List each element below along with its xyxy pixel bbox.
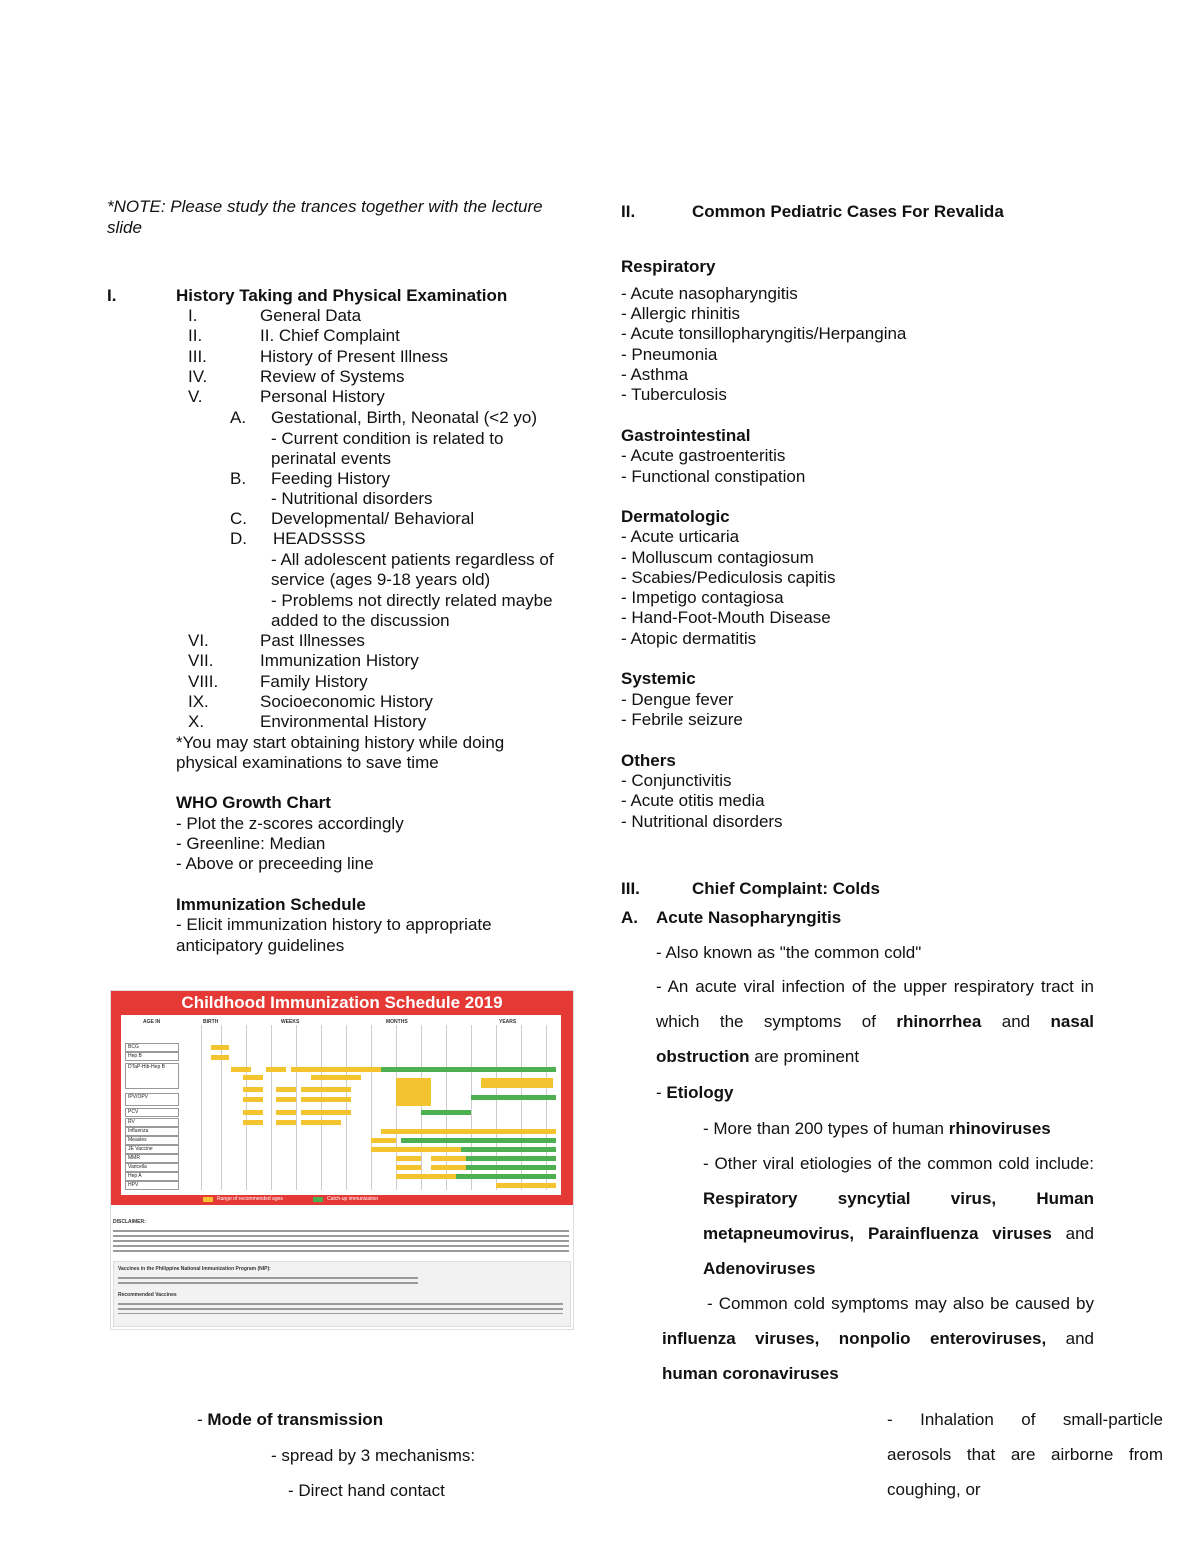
schedule-bar <box>211 1045 229 1050</box>
sub-label: Gestational, Birth, Neonatal (<2 yo) <box>271 408 537 427</box>
disclaimer-title: DISCLAIMER: <box>113 1219 146 1225</box>
subsection-a-letter: A. <box>621 908 638 927</box>
schedule-bar <box>231 1067 251 1072</box>
schedule-bar <box>371 1147 461 1152</box>
sub-label: Developmental/ Behavioral <box>271 509 475 528</box>
sub-detail: - All adolescent patients regardless of <box>271 550 554 569</box>
grid-line <box>296 1025 297 1190</box>
years-label: YEARS <box>499 1019 517 1025</box>
section-2-title: Common Pediatric Cases For Revalida <box>692 202 1004 221</box>
definition-paragraph <box>656 969 1094 1074</box>
schedule-bar <box>301 1087 351 1092</box>
legend-recommended: Range of recommended ages <box>217 1196 283 1202</box>
item-label: History of Present Illness <box>260 347 449 366</box>
case-item: - Impetigo contagiosa <box>621 588 784 607</box>
legend-swatch-catchup <box>313 1197 323 1202</box>
mode-dash: - <box>197 1410 208 1429</box>
who-item: - Greenline: Median <box>176 834 326 853</box>
section-3-title: Chief Complaint: Colds <box>692 879 880 898</box>
schedule-bar <box>371 1138 396 1143</box>
vaccine-label: PCV <box>125 1108 179 1117</box>
sub-label: Feeding History <box>271 469 391 488</box>
schedule-bar <box>243 1110 263 1115</box>
grid-line <box>321 1025 322 1190</box>
study-note: *NOTE: Please study the trances together with the lecture slide <box>107 197 543 237</box>
birth-label: BIRTH <box>203 1019 219 1025</box>
common-cold-causes-paragraph <box>662 1286 1094 1391</box>
vaccine-label: Hep A <box>125 1172 179 1181</box>
section-3-number: III. <box>621 879 640 898</box>
other-etiologies-paragraph <box>703 1146 1094 1286</box>
vaccine-label: MMR <box>125 1154 179 1163</box>
item-label: Past Illnesses <box>260 631 365 650</box>
item-number: II. <box>188 326 203 345</box>
sub-number: C. <box>230 509 247 528</box>
case-item: - Atopic dermatitis <box>621 629 757 648</box>
sub-detail: - Nutritional disorders <box>271 489 433 508</box>
case-item: - Acute urticaria <box>621 527 740 546</box>
grid-line <box>201 1025 202 1190</box>
item-label: Socioeconomic History <box>260 692 433 711</box>
schedule-bar <box>396 1156 421 1161</box>
case-item: - Dengue fever <box>621 690 734 709</box>
case-item: - Conjunctivitis <box>621 771 732 790</box>
nip-title: Vaccines in the Philippine National Immunization Program (NIP): <box>118 1266 271 1272</box>
grid-line <box>271 1025 272 1190</box>
section-2-number: II. <box>621 202 636 221</box>
schedule-bar <box>276 1097 296 1102</box>
item-number: IX. <box>188 692 209 711</box>
legend-catchup: Catch-up immunization <box>327 1196 379 1202</box>
item-number: I. <box>188 306 198 325</box>
item-number: IV. <box>188 367 208 386</box>
who-chart-heading: WHO Growth Chart <box>176 793 331 812</box>
schedule-bar <box>243 1087 263 1092</box>
grid-line <box>421 1025 422 1190</box>
case-item: - Molluscum contagiosum <box>621 548 814 567</box>
spread-line: - spread by 3 mechanisms: <box>271 1446 476 1465</box>
vaccine-label: Hep B <box>125 1052 179 1061</box>
case-item: - Hand-Foot-Mouth Disease <box>621 608 831 627</box>
schedule-bar <box>211 1055 229 1060</box>
schedule-bar <box>466 1165 556 1170</box>
sub-detail: added to the discussion <box>271 611 450 630</box>
schedule-bar <box>291 1067 381 1072</box>
sub-detail: perinatal events <box>271 449 392 468</box>
case-item: - Acute gastroenteritis <box>621 446 786 465</box>
mode-of-transmission-line <box>197 1410 383 1430</box>
item-number: V. <box>188 387 203 406</box>
schedule-bar <box>396 1078 431 1106</box>
grid-line <box>371 1025 372 1190</box>
item-number: VIII. <box>188 672 219 691</box>
schedule-bar <box>401 1138 556 1143</box>
item-label: General Data <box>260 306 362 325</box>
schedule-bar <box>496 1183 556 1188</box>
other-etiologies-and: and <box>1051 1224 1094 1243</box>
schedule-bar <box>301 1120 341 1125</box>
schedule-frame <box>111 1015 573 1205</box>
definition-text: - An acute viral infection of the upper respiratory tract in which the symptoms of <box>656 977 1094 1031</box>
vaccine-label: Varicella <box>125 1163 179 1172</box>
causes-terms: influenza viruses, nonpolio enteroviruses, <box>662 1329 1047 1348</box>
sub-number: A. <box>230 408 247 427</box>
schedule-bar <box>431 1156 466 1161</box>
sub-number: B. <box>230 469 247 488</box>
tip-line-2: physical examinations to save time <box>176 753 439 772</box>
group-heading: Respiratory <box>621 257 716 276</box>
grid-line <box>246 1025 247 1190</box>
other-etiologies-text: - Other viral etiologies of the common cold include: <box>703 1154 1094 1173</box>
schedule-bar <box>396 1174 456 1179</box>
adenoviruses-term: Adenoviruses <box>703 1259 816 1278</box>
rhinorrhea-term: rhinorrhea <box>896 1012 982 1031</box>
case-item: - Acute nasopharyngitis <box>621 284 798 303</box>
item-label: II. Chief Complaint <box>260 326 400 345</box>
item-label: Personal History <box>260 387 385 406</box>
item-label: Immunization History <box>260 651 419 670</box>
disclaimer-text-block <box>113 1227 569 1255</box>
immunization-line: anticipatory guidelines <box>176 936 345 955</box>
schedule-bar <box>276 1120 296 1125</box>
schedule-bar <box>461 1147 556 1152</box>
vaccine-label: HPV <box>125 1181 179 1190</box>
sub-detail: - Current condition is related to <box>271 429 504 448</box>
coronavirus-term: human coronaviruses <box>662 1364 839 1383</box>
item-label: Environmental History <box>260 712 427 731</box>
schedule-title: Childhood Immunization Schedule 2019 <box>111 991 573 1015</box>
item-label: Review of Systems <box>260 367 405 386</box>
etiology-heading: - Etiology <box>656 1083 734 1102</box>
case-item: - Acute otitis media <box>621 791 765 810</box>
vaccine-label: Measles <box>125 1136 179 1145</box>
schedule-bar <box>431 1165 466 1170</box>
vaccine-label: BCG <box>125 1043 179 1052</box>
inhalation-paragraph: - Inhalation of small-particle aerosols that are airborne from coughing, or <box>887 1410 1163 1499</box>
schedule-bar <box>466 1156 556 1161</box>
sub-number: D. <box>230 529 247 548</box>
item-number: III. <box>188 347 207 366</box>
schedule-bar <box>381 1067 556 1072</box>
schedule-bar <box>396 1165 421 1170</box>
vaccine-label: IPV/OPV <box>125 1093 179 1106</box>
immunization-line: - Elicit immunization history to appropriate <box>176 915 492 934</box>
schedule-bar <box>311 1075 361 1080</box>
item-number: VII. <box>188 651 214 670</box>
case-item: - Pneumonia <box>621 345 718 364</box>
definition-and: and <box>981 1012 1051 1031</box>
vaccine-label: DTaP-Hib-Hep B <box>125 1063 179 1089</box>
item-label: Family History <box>260 672 368 691</box>
schedule-bar <box>471 1095 556 1100</box>
immunization-heading: Immunization Schedule <box>176 895 366 914</box>
group-heading: Gastrointestinal <box>621 426 751 445</box>
schedule-bar <box>301 1110 351 1115</box>
legend-swatch-recommended <box>203 1197 213 1202</box>
weeks-label: WEEKS <box>281 1019 300 1025</box>
who-item: - Plot the z-scores accordingly <box>176 814 404 833</box>
grid-line <box>346 1025 347 1190</box>
causes-text: - Common cold symptoms may also be caused by <box>707 1294 1094 1313</box>
schedule-bar <box>243 1097 263 1102</box>
schedule-bar <box>276 1087 296 1092</box>
sub-label: HEADSSSS <box>273 529 366 548</box>
schedule-bar <box>243 1120 263 1125</box>
recommended-title: Recommended Vaccines <box>118 1292 177 1298</box>
item-number: VI. <box>188 631 209 650</box>
case-item: - Tuberculosis <box>621 385 727 404</box>
schedule-bar <box>276 1110 296 1115</box>
sub-detail: service (ages 9-18 years old) <box>271 570 491 589</box>
schedule-bar <box>266 1067 286 1072</box>
direct-contact-line: - Direct hand contact <box>288 1481 445 1500</box>
recommended-text-block <box>118 1300 563 1314</box>
schedule-bar <box>381 1129 556 1134</box>
rhinovirus-text: - More than 200 types of human <box>703 1119 949 1138</box>
case-item: - Functional constipation <box>621 467 806 486</box>
case-item: - Asthma <box>621 365 689 384</box>
mode-of-transmission-heading: Mode of transmission <box>207 1410 384 1429</box>
etiology-label: Etiology <box>666 1083 734 1102</box>
section-1-number: I. <box>107 286 117 305</box>
rhinovirus-line <box>703 1119 1051 1139</box>
schedule-grid <box>121 1015 561 1195</box>
sub-detail: - Problems not directly related maybe <box>271 591 553 610</box>
section-1-title: History Taking and Physical Examination <box>176 286 508 305</box>
case-item: - Scabies/Pediculosis capitis <box>621 568 836 587</box>
item-number: X. <box>188 712 205 731</box>
months-label: MONTHS <box>386 1019 408 1025</box>
immunization-schedule-figure <box>110 990 574 1330</box>
nip-text-block <box>118 1274 418 1286</box>
vaccine-label: RV <box>125 1118 179 1127</box>
definition-end: are prominent <box>749 1047 860 1066</box>
schedule-bar <box>301 1097 351 1102</box>
who-item: - Above or preceeding line <box>176 854 374 873</box>
nasal-obstruction-term: nasal obstruction <box>656 1012 1095 1066</box>
case-item: - Nutritional disorders <box>621 812 783 831</box>
subsection-a-title: Acute Nasopharyngitis <box>656 908 842 927</box>
schedule-bar <box>421 1110 471 1115</box>
vaccine-label: Influenza <box>125 1127 179 1136</box>
case-item: - Allergic rhinitis <box>621 304 741 323</box>
vaccine-program-box <box>113 1261 571 1327</box>
causes-and: and <box>1046 1329 1094 1348</box>
other-etiologies-terms: Respiratory syncytial virus, Human metapneumovirus, Parainfluenza viruses <box>703 1189 1094 1243</box>
group-heading: Systemic <box>621 669 696 688</box>
group-heading: Dermatologic <box>621 507 730 526</box>
tip-line-1: *You may start obtaining history while doing <box>176 733 505 752</box>
aka-line: - Also known as "the common cold" <box>656 943 922 962</box>
group-heading: Others <box>621 751 676 770</box>
case-item: - Acute tonsillopharyngitis/Herpangina <box>621 324 907 343</box>
rhinovirus-term: rhinoviruses <box>948 1119 1051 1138</box>
schedule-bar <box>481 1078 553 1088</box>
schedule-bar <box>243 1075 263 1080</box>
schedule-bar <box>456 1174 556 1179</box>
age-in-label: AGE IN <box>143 1019 161 1025</box>
vaccine-label: JE Vaccine <box>125 1145 179 1154</box>
case-item: - Febrile seizure <box>621 710 743 729</box>
